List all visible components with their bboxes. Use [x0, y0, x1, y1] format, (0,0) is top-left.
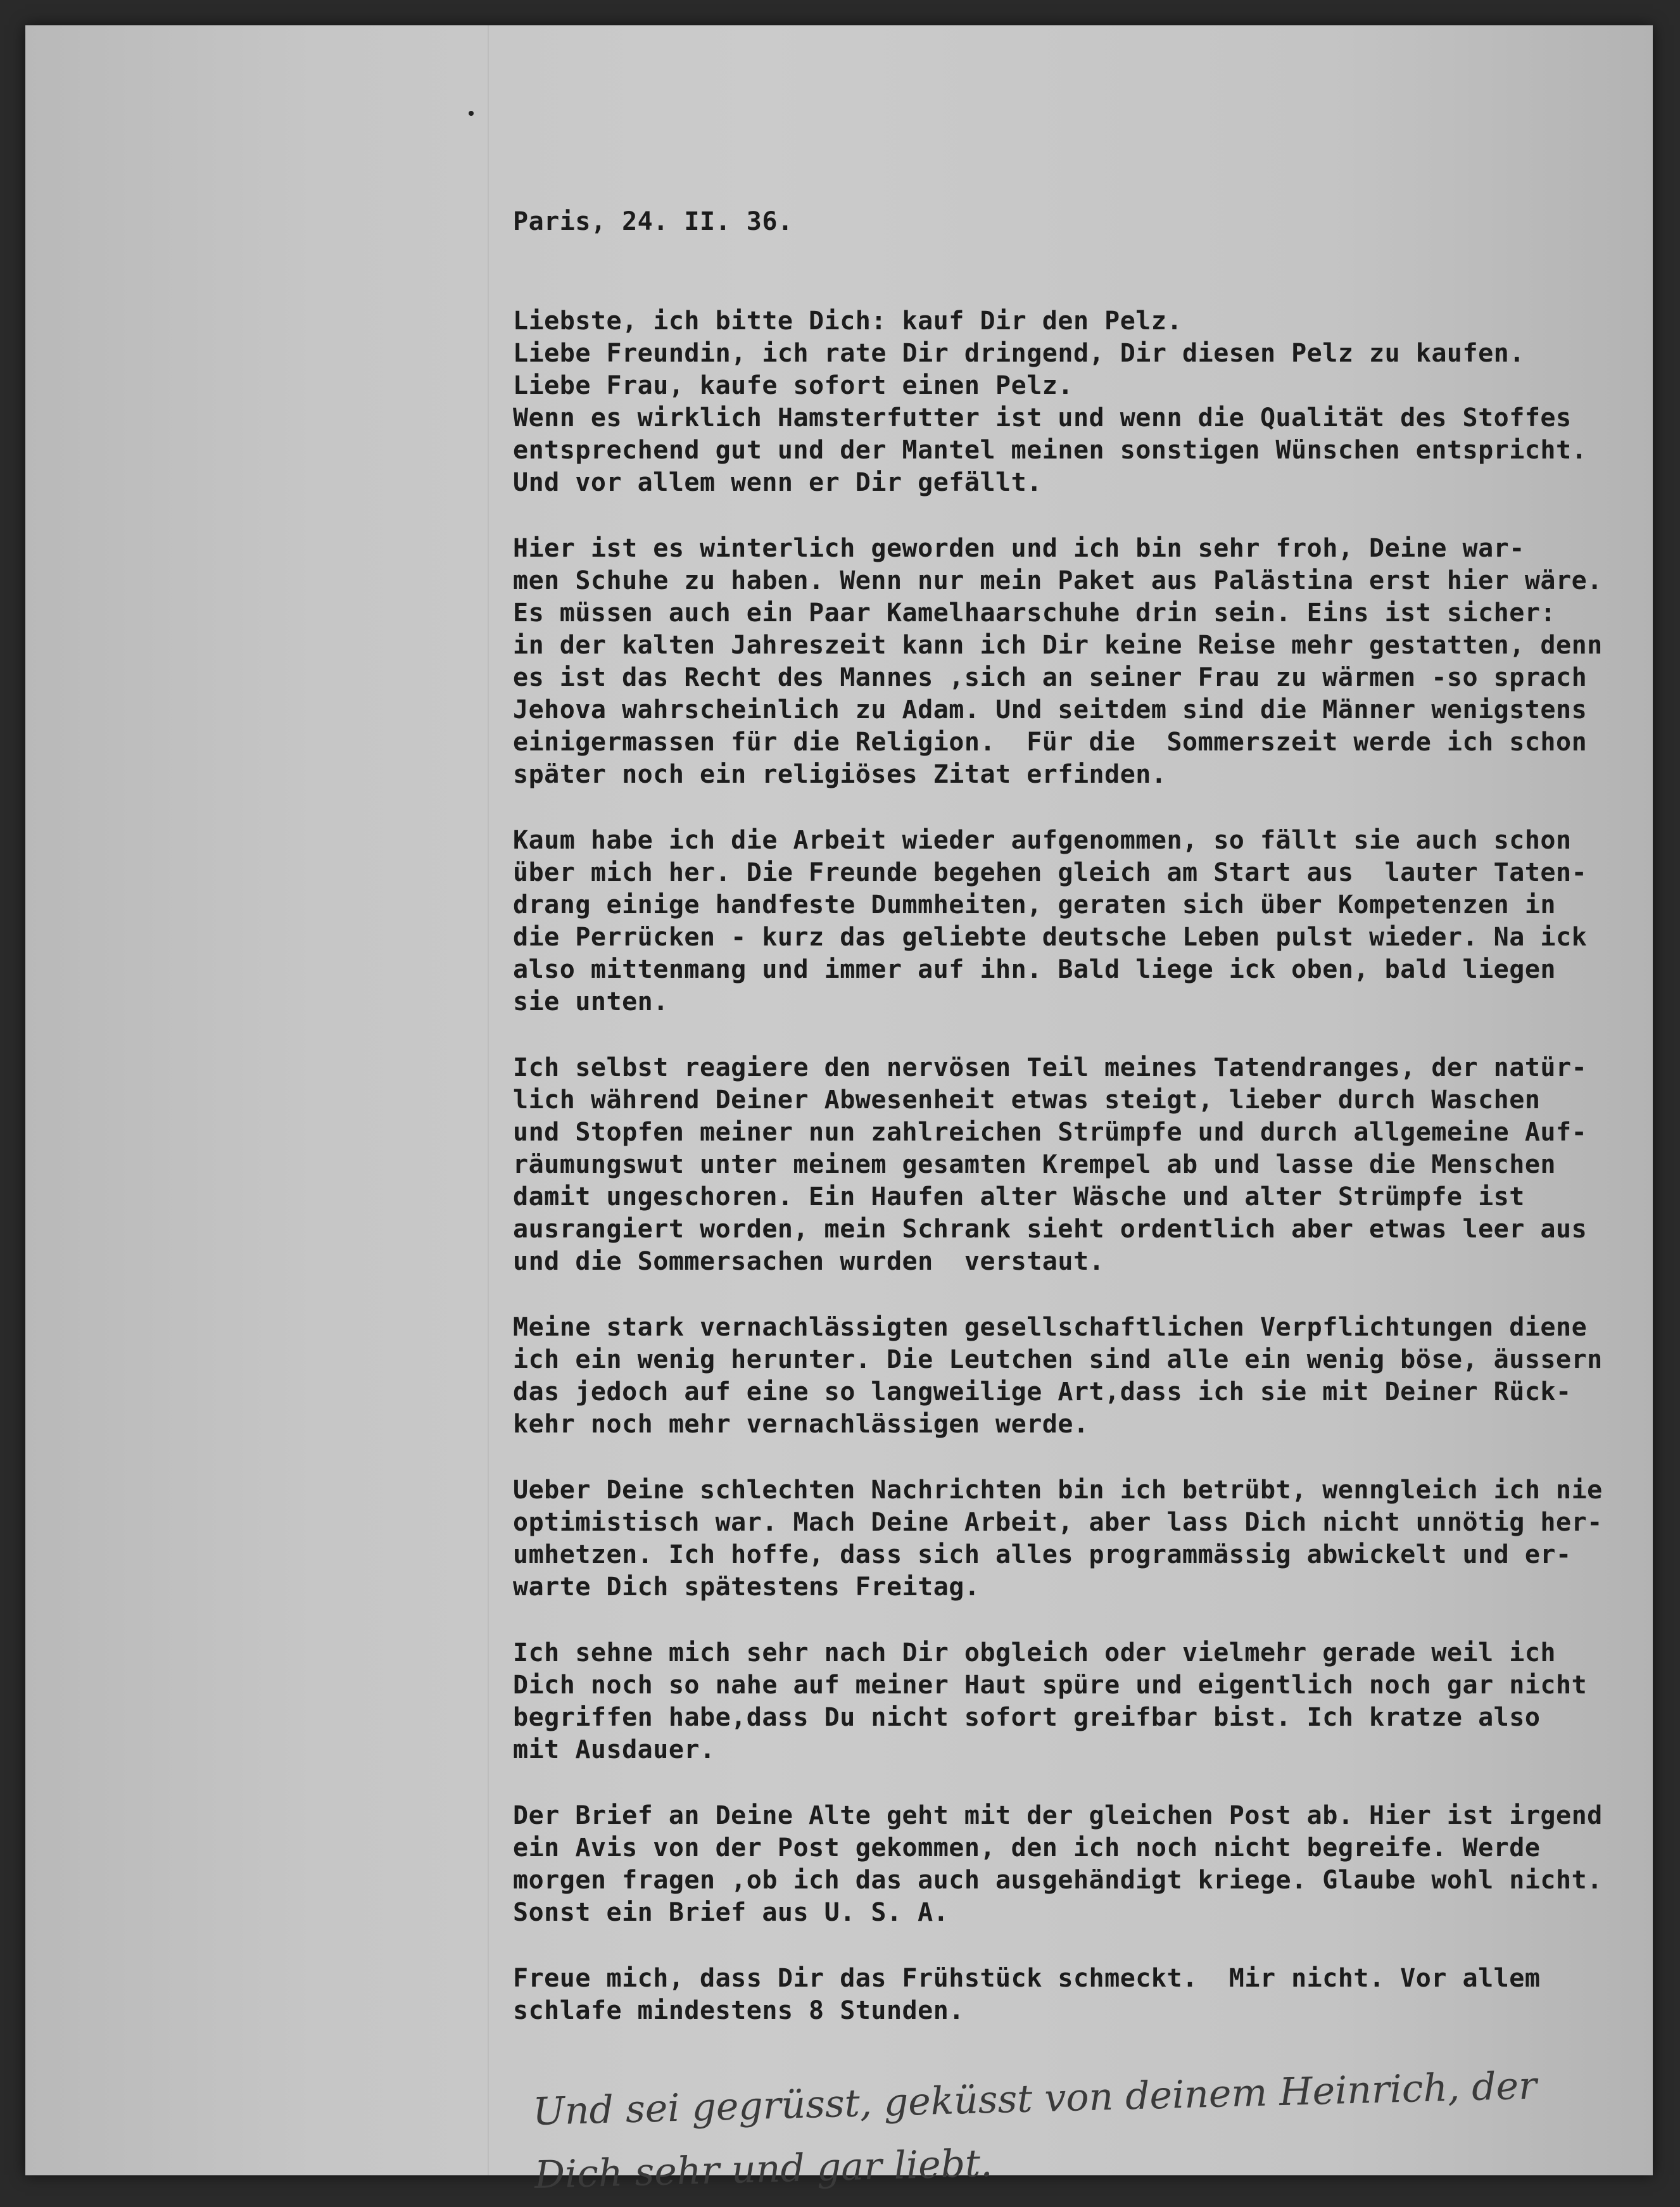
paragraph: [513, 1052, 1672, 1278]
paragraph: [513, 1963, 1672, 2027]
text-line: die Perrücken - kurz das geliebte deutsche Leben pulst wieder. Na ick: [513, 923, 1588, 952]
text-line: später noch ein religiöses Zitat erfinden.: [513, 760, 1167, 789]
text-line: Und vor allem wenn er Dir gefällt.: [513, 468, 1042, 497]
paper-fold: [488, 25, 489, 2175]
text-line: Kaum habe ich die Arbeit wieder aufgenommen, so fällt sie auch schon: [513, 826, 1572, 855]
text-line: ein Avis von der Post gekommen, den ich noch nicht begreife. Werde: [513, 1833, 1541, 1862]
text-line: entsprechend gut und der Mantel meinen sonstigen Wünschen entspricht.: [513, 436, 1588, 465]
text-line: Ueber Deine schlechten Nachrichten bin ich betrübt, wenngleich ich nie: [513, 1476, 1603, 1505]
text-line: Sonst ein Brief aus U. S. A.: [513, 1898, 949, 1927]
text-line: Der Brief an Deine Alte geht mit der gleichen Post ab. Hier ist irgend: [513, 1801, 1603, 1830]
text-line: Jehova wahrscheinlich zu Adam. Und seitdem sind die Männer wenigstens: [513, 695, 1588, 724]
text-line: mit Ausdauer.: [513, 1735, 716, 1764]
text-line: Liebste, ich bitte Dich: kauf Dir den Pelz.: [513, 307, 1183, 336]
text-line: morgen fragen ,ob ich das auch ausgehändigt kriege. Glaube wohl nicht.: [513, 1866, 1603, 1895]
text-line: es ist das Recht des Mannes ,sich an seiner Frau zu wärmen -so sprach: [513, 663, 1588, 692]
paragraph: [513, 1312, 1672, 1441]
text-line: also mittenmang und immer auf ihn. Bald liege ick oben, bald liegen: [513, 955, 1556, 984]
text-line: lich während Deiner Abwesenheit etwas steigt, lieber durch Waschen: [513, 1085, 1541, 1115]
text-line: damit ungeschoren. Ein Haufen alter Wäsche und alter Strümpfe ist: [513, 1182, 1525, 1211]
text-line: und Stopfen meiner nun zahlreichen Strümpfe und durch allgemeine Auf-: [513, 1118, 1588, 1147]
text-line: Wenn es wirklich Hamsterfutter ist und wenn die Qualität des Stoffes: [513, 403, 1572, 433]
handwritten-postscript: [532, 2052, 1612, 2206]
text-line: über mich her. Die Freunde begehen gleich am Start aus lauter Taten-: [513, 858, 1588, 887]
text-line: Freue mich, dass Dir das Frühstück schmeckt. Mir nicht. Vor allem: [513, 1964, 1541, 1993]
text-line: warte Dich spätestens Freitag.: [513, 1572, 980, 1602]
text-line: Meine stark vernachlässigten gesellschaftlichen Verpflichtungen diene: [513, 1313, 1588, 1342]
text-line: Dich noch so nahe auf meiner Haut spüre und eigentlich noch gar nicht: [513, 1671, 1588, 1700]
text-line: begriffen habe,dass Du nicht sofort greifbar bist. Ich kratze also: [513, 1703, 1541, 1732]
text-line: räumungswut unter meinem gesamten Krempel ab und lasse die Menschen: [513, 1150, 1556, 1179]
text-line: und die Sommersachen wurden verstaut.: [513, 1247, 1105, 1276]
paragraph: [513, 533, 1672, 791]
text-line: schlafe mindestens 8 Stunden.: [513, 1996, 964, 2025]
text-line: men Schuhe zu haben. Wenn nur mein Paket aus Palästina erst hier wäre.: [513, 566, 1603, 595]
text-line: Es müssen auch ein Paar Kamelhaarschuhe drin sein. Eins ist sicher:: [513, 598, 1556, 628]
text-line: ich ein wenig herunter. Die Leutchen sind alle ein wenig böse, äussern: [513, 1345, 1603, 1374]
handwritten-line: Dich sehr und gar liebt.: [534, 2141, 994, 2198]
typewritten-letter: [513, 206, 1672, 2061]
text-line: drang einige handfeste Dummheiten, geraten sich über Kompetenzen in: [513, 890, 1556, 920]
letter-body: [513, 305, 1672, 2027]
text-line: Liebe Freundin, ich rate Dir dringend, Dir diesen Pelz zu kaufen.: [513, 339, 1525, 368]
text-line: Ich selbst reagiere den nervösen Teil meines Tatendranges, der natür-: [513, 1053, 1588, 1082]
text-line: in der kalten Jahreszeit kann ich Dir keine Reise mehr gestatten, denn: [513, 631, 1603, 660]
handwritten-line: Und sei gegrüsst, geküsst von deinem Heinrich, der: [532, 2063, 1538, 2134]
text-line: sie unten.: [513, 987, 669, 1016]
text-line: einigermassen für die Religion. Für die Sommerszeit werde ich schon: [513, 728, 1588, 757]
paragraph: [513, 1800, 1672, 1929]
ink-spot: [469, 111, 474, 116]
paragraph: [513, 1474, 1672, 1603]
text-line: Liebe Frau, kaufe sofort einen Pelz.: [513, 371, 1073, 400]
letter-date: Paris, 24. II. 36.: [513, 207, 793, 236]
paragraph: [513, 1637, 1672, 1766]
text-line: optimistisch war. Mach Deine Arbeit, aber lass Dich nicht unnötig her-: [513, 1508, 1603, 1537]
letter-page: [25, 25, 1653, 2198]
paragraph: [513, 825, 1672, 1018]
text-line: ausrangiert worden, mein Schrank sieht ordentlich aber etwas leer aus: [513, 1215, 1588, 1244]
paragraph: [513, 305, 1672, 499]
text-line: Ich sehne mich sehr nach Dir obgleich oder vielmehr gerade weil ich: [513, 1638, 1556, 1667]
text-line: Hier ist es winterlich geworden und ich bin sehr froh, Deine war-: [513, 534, 1525, 563]
text-line: kehr noch mehr vernachlässigen werde.: [513, 1410, 1089, 1439]
text-line: umhetzen. Ich hoffe, dass sich alles programmässig abwickelt und er-: [513, 1540, 1572, 1569]
text-line: das jedoch auf eine so langweilige Art,dass ich sie mit Deiner Rück-: [513, 1377, 1572, 1407]
